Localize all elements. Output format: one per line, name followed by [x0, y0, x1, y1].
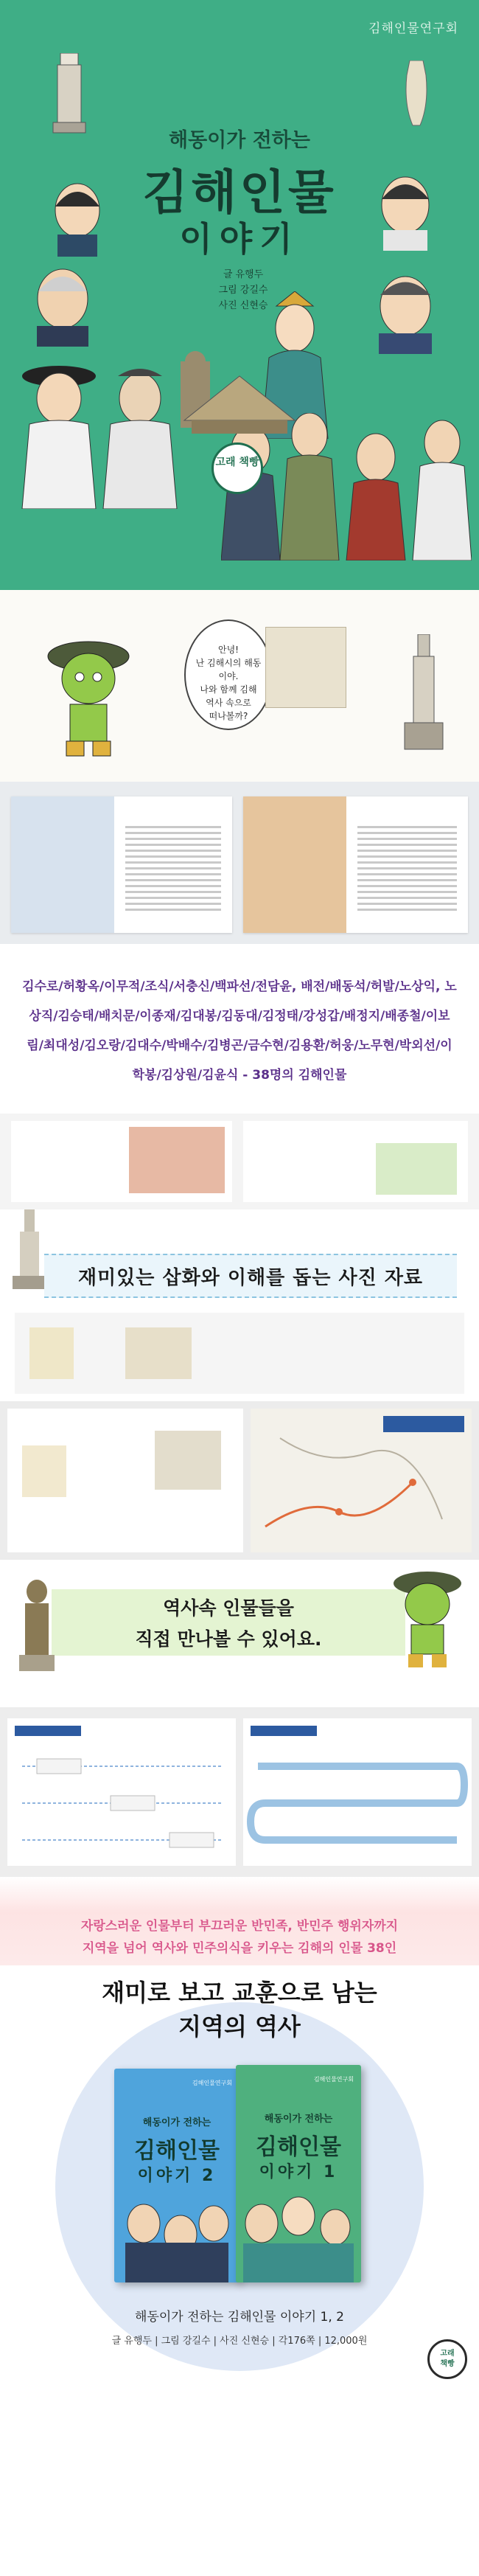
cover-title-2: 이야기 [179, 219, 300, 259]
spread-page-right [243, 796, 468, 933]
map-title-box [383, 1416, 464, 1432]
illustration-crowd-image [11, 796, 114, 933]
product-name: 해동이가 전하는 김해인물 이야기 1, 2 [135, 2310, 344, 2325]
cover-section [0, 0, 479, 590]
map-page-left [7, 1409, 243, 1552]
book-volume: 이야기 2 [137, 2167, 217, 2185]
product-meta: 글 유행두 | 그림 강길수 | 사진 신현승 | 각176쪽 | 12,000원 [111, 2336, 368, 2347]
portrait-figure-left-top [44, 177, 111, 258]
monument-photo-icon [11, 1209, 48, 1291]
figures-name-list: 김수로/허황옥/이무적/조식/서충신/백파선/전담윤, 배전/배동석/허발/노상익, 노상직/김승태/배치문/이종재/김대봉/김동대/김정태/강성갑/배정지/배종철/이보림/최대성/김오랑/김대수/박배수/김병곤/금수현/김용환/허웅/노무현/박외선/이학봉/김상원/김윤식 - 38명의 김해인물 [22, 979, 457, 1083]
illustration-flag-image [129, 1127, 225, 1193]
book-cover-volume-2 [114, 2069, 240, 2282]
mascot-speech-text: 안녕! 난 김해시의 해동이야. 나와 함께 김해 역사 속으로 떠나볼까? [195, 645, 262, 721]
corner-badge-text: 고래 책빵 [440, 2350, 455, 2368]
book-subtitle: 해동이가 전하는 [264, 2114, 333, 2125]
book-title: 김해인물 [134, 2138, 220, 2164]
book-title: 김해인물 [256, 2134, 341, 2160]
credit-illustrator: 그림 강길수 [218, 285, 268, 296]
publisher-org: 김해인물연구회 [368, 21, 458, 36]
preview-illustration-image [29, 1327, 74, 1379]
illustration-page-left [11, 1121, 232, 1202]
promo-line-1: 자랑스러운 인물부터 부끄러운 반민족, 반민주 행위자까지 [80, 1919, 399, 1934]
book-cover-volume-1 [236, 2065, 361, 2282]
meet-section [0, 1560, 479, 1707]
timeline-chart-right [243, 1744, 472, 1862]
timeline-section [0, 1707, 479, 1877]
headline-1: 재미로 보고 교훈으로 남는 [102, 1979, 377, 2007]
product-section [0, 1877, 479, 2384]
promo-line-2: 지역을 넘어 역사와 민주의식을 키우는 김해의 인물 38인 [82, 1941, 397, 1956]
route-map [251, 1409, 472, 1552]
promo-text [15, 1915, 464, 1959]
illustration-portrait-image [243, 796, 346, 933]
book-volume: 이야기 1 [259, 2163, 338, 2181]
book-org: 김해인물연구회 [192, 2080, 232, 2086]
book-figures-icon [114, 2194, 240, 2282]
vase-icon [404, 60, 429, 127]
page-header-tag [15, 1726, 81, 1736]
portrait-figures-lower-right [221, 413, 472, 560]
spread-page-left [11, 796, 232, 933]
historic-document-image [265, 627, 346, 708]
haedong-mascot-waving-icon [391, 1567, 464, 1670]
mascot-speech-bubble [184, 619, 273, 730]
preview-photo-image [125, 1327, 192, 1379]
credit-photographer: 사진 신현승 [218, 300, 268, 311]
haedong-mascot-icon [44, 634, 133, 760]
portrait-figure-right-top [368, 170, 442, 251]
meet-line-1: 역사속 인물들을 [163, 1597, 294, 1619]
book-figures-icon [236, 2190, 361, 2282]
credit-writer: 글 유행두 [223, 269, 264, 280]
headline-2: 지역의 역사 [178, 2013, 301, 2041]
cover-title: 김해인물 [142, 166, 337, 221]
page-photo-image [155, 1431, 221, 1490]
illustration-landscape-image [376, 1143, 457, 1195]
feature-pages-preview [15, 1313, 464, 1394]
portrait-figure-left-mid [22, 258, 103, 347]
book-subtitle: 해동이가 전하는 [142, 2117, 211, 2128]
illustration-page-right [243, 1121, 468, 1202]
pagoda-icon [50, 53, 88, 134]
timeline-page-left [7, 1718, 236, 1866]
page-text-block [125, 826, 221, 914]
book-org: 김해인물연구회 [313, 2076, 354, 2083]
feature-caption-section [0, 1209, 479, 1401]
timeline-chart-left [7, 1744, 236, 1862]
feature-caption: 재미있는 삽화와 이해를 돕는 사진 자료 [77, 1267, 424, 1289]
publisher-badge: 고래 책빵 [211, 442, 263, 494]
figures-list-section [0, 944, 479, 1114]
meet-line-2: 직접 만나볼 수 있어요. [135, 1628, 322, 1650]
portrait-figure-right-mid [361, 265, 450, 354]
publisher-badge-corner [427, 2339, 467, 2379]
illustration-pages-section [0, 1114, 479, 1209]
page-illustration-image [22, 1445, 66, 1497]
timeline-page-right [243, 1718, 472, 1866]
book-spread-section [0, 782, 479, 944]
page-text-block [357, 826, 457, 914]
stone-tower-icon [177, 369, 302, 435]
cover-subtitle: 해동이가 전하는 [169, 129, 310, 152]
monument-icon [402, 634, 446, 752]
page-header-tag [251, 1726, 317, 1736]
map-section [0, 1401, 479, 1560]
mascot-section [0, 590, 479, 782]
